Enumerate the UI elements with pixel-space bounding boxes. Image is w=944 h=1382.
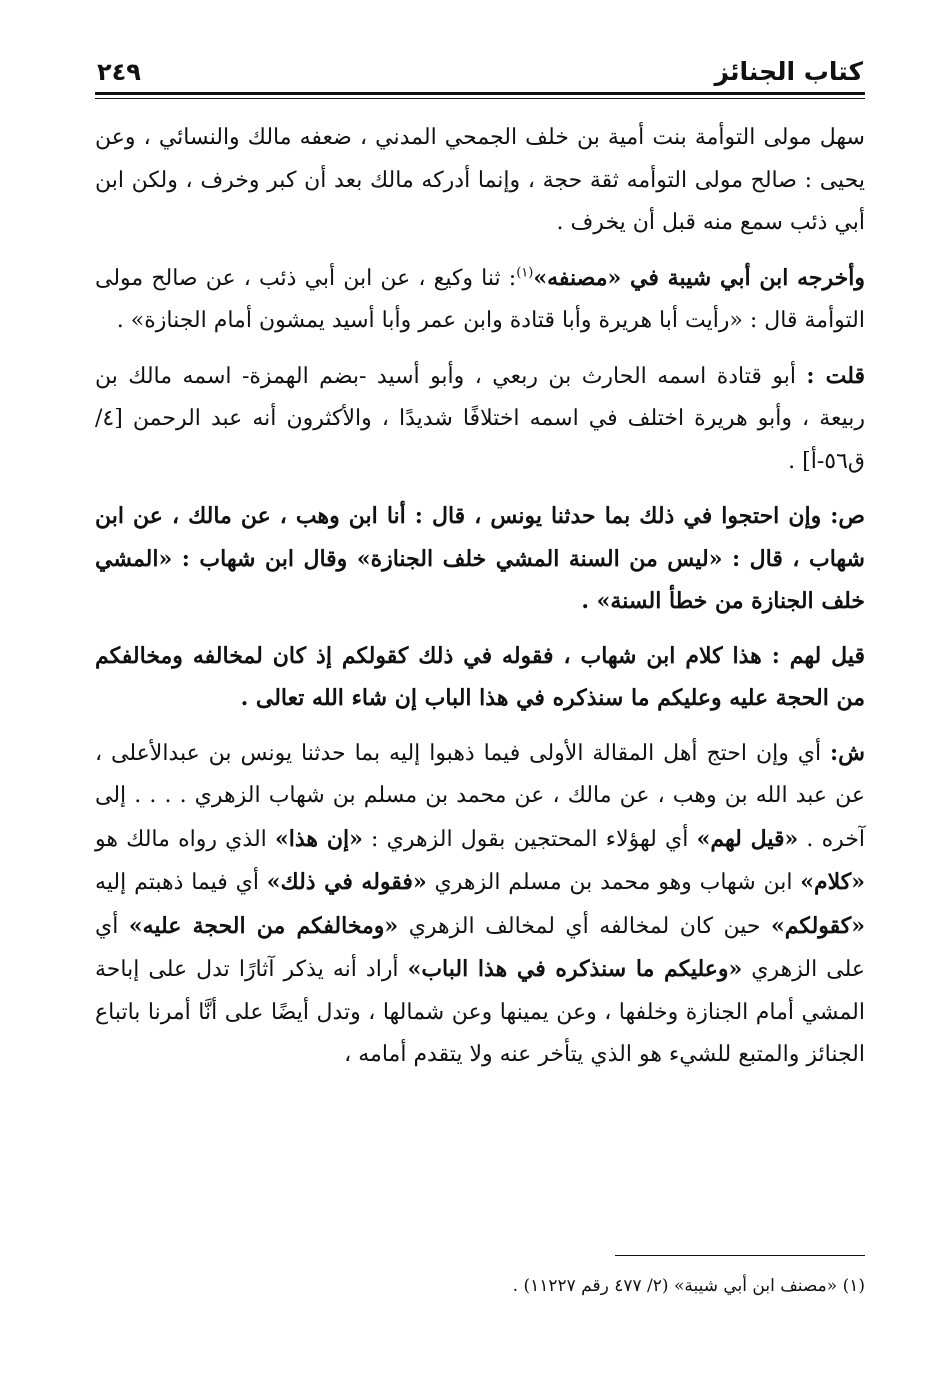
footnote-reference: (١) — [516, 265, 534, 281]
chapter-title: كتاب الجنائز — [714, 57, 863, 86]
quoted-phrase: «إن هذا» — [274, 825, 363, 852]
paragraph-5-text: قيل لهم : هذا كلام ابن شهاب ، فقوله في ذلك كقولكم إذ كان لمخالفه ومخالفكم من الحجة عليه وعليكم ما سنذكره في هذا الباب إن شاء الله تعالى . — [95, 642, 865, 711]
running-head — [95, 40, 865, 84]
page-number: ٢٤٩ — [97, 58, 141, 86]
quoted-phrase: «فقوله في ذلك» — [266, 869, 427, 895]
paragraph-2-text: : ثنا وكيع ، عن ابن أبي ذئب ، عن صالح مولى التوأمة قال : «رأيت أبا هريرة وأبا قتادة وابن عمر وأبا أسيد يمشون أمام الجنازة» . — [95, 265, 865, 333]
page — [95, 40, 866, 1296]
quoted-phrase: «قيل لهم» — [696, 825, 799, 852]
header-rule — [95, 92, 865, 99]
paragraph-3 — [95, 355, 865, 484]
paragraph-6-text: أراد أنه يذكر آثارًا تدل على إباحة المشي أمام الجنازة وخلفها ، وعن يمينها وعن شمالها ، وتدل أيضًا على أنَّا أمرنا باتباع الجنائز والمتبع للشيء هو الذي يتأخر عنه ولا يتقدم أمامه ، — [95, 957, 865, 1067]
paragraph-3-lead: قلت : — [806, 362, 866, 389]
quoted-phrase: «وعليكم ما سنذكره في هذا الباب» — [407, 956, 743, 982]
paragraph-3-text: أبو قتادة اسمه الحارث بن ربعي ، وأبو أسيد -بضم الهمزة- اسمه مالك بن ربيعة ، وأبو هريرة اختلف في اسمه اختلافًا شديدًا ، والأكثرون أنه عبد الرحمن [٤/ق٥٦-أ] . — [95, 363, 865, 474]
quoted-phrase: «ومخالفكم من الحجة عليه» — [128, 912, 399, 939]
paragraph-6-text: ابن شهاب وهو محمد بن مسلم الزهري — [426, 870, 801, 895]
paragraph-6-lead: ش: — [830, 739, 865, 766]
paragraph-6-text: أي فيما ذهبتم إليه — [95, 870, 267, 895]
paragraph-5 — [95, 635, 865, 720]
paragraph-6-text: أي وإن احتج أهل المقالة الأولى فيما ذهبوا إليه بما حدثنا يونس بن عبدالأعلى ، عن عبد الله بن وهب ، عن مالك ، عن محمد بن مسلم بن شهاب الزهري . . . . إلى آخره . — [95, 740, 865, 852]
paragraph-1-text: سهل مولى التوأمة بنت أمية بن خلف الجمحي المدني ، ضعفه مالك والنسائي ، وعن يحيى : صالح مولى التوأمه ثقة حجة ، وإنما أدركه مالك بعد أن كبر وخرف ، ولكن ابن أبي ذئب سمع منه قبل أن يخرف . — [95, 125, 865, 235]
quoted-phrase: «كقولكم» — [771, 912, 865, 939]
paragraph-4 — [95, 495, 865, 623]
paragraph-2 — [95, 257, 865, 343]
footnote-rule — [615, 1255, 865, 1256]
paragraph-6-text: أي لهؤلاء المحتجين بقول الزهري : — [362, 826, 697, 852]
body-text — [95, 117, 865, 1077]
footnote — [95, 1272, 865, 1300]
quoted-phrase: «كلام» — [800, 869, 865, 895]
paragraph-6 — [95, 732, 865, 1077]
paragraph-4-text: ص: وإن احتجوا في ذلك بما حدثنا يونس ، قال : أنا ابن وهب ، عن مالك ، عن ابن شهاب ، قال : «ليس من السنة المشي خلف الجنازة» وقال ابن شهاب : «المشي خلف الجنازة من خطأ السنة» . — [95, 503, 865, 614]
paragraph-6-text: حين كان لمخالفه أي لمخالف الزهري — [398, 913, 772, 939]
paragraph-1 — [95, 117, 865, 245]
paragraph-6-text: أي على الزهري — [95, 913, 866, 982]
footnote-text: (١) «مصنف ابن أبي شيبة» (٢/ ٤٧٧ رقم ١١٢٢٧) . — [512, 1276, 865, 1296]
paragraph-6-text: الذي رواه مالك هو — [95, 826, 275, 852]
paragraph-2-lead: وأخرجه ابن أبي شيبة في «مصنفه» — [533, 264, 865, 291]
